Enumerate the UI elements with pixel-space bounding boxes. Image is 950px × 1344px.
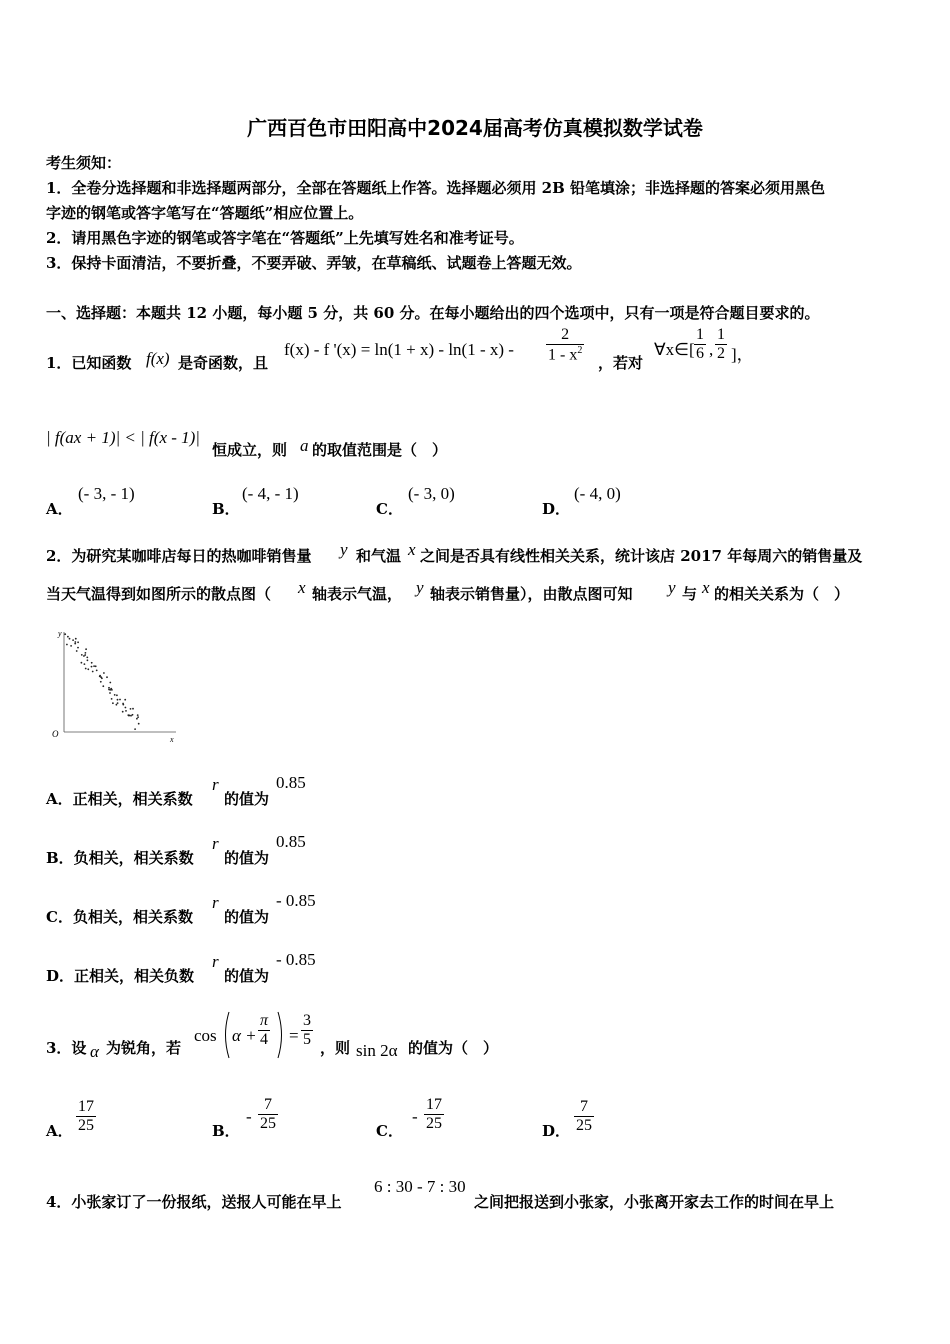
scatter-point [85, 668, 87, 670]
q1-if: ，若对 [598, 354, 644, 372]
q2-y: y [340, 540, 348, 559]
q3-b-den: 25 [260, 1114, 276, 1132]
q2-y2: y [416, 578, 424, 597]
q2-option-a-value: 0.85 [276, 773, 306, 792]
q1-option-b-label[interactable]: B． [212, 500, 240, 518]
q1-comma: , [709, 340, 714, 359]
scatter-point [111, 698, 113, 700]
q3-option-c-sign: - [412, 1107, 418, 1126]
q3-d-den: 25 [576, 1116, 592, 1134]
scatter-point [108, 687, 110, 689]
q3-three: 3 [303, 1012, 311, 1029]
scatter-point [132, 714, 134, 716]
scatter-point [64, 633, 66, 635]
scatter-point [125, 707, 127, 709]
q3-right-paren [276, 1010, 286, 1060]
page-title: 广西百色市田阳高中2024届高考仿真模拟数学试卷 [247, 116, 703, 140]
scatter-point [114, 694, 116, 696]
q3-option-a-value [76, 1098, 96, 1134]
scatter-point [116, 694, 118, 696]
q3-pi: π [260, 1012, 269, 1029]
q3-c-den: 25 [426, 1114, 442, 1132]
scatter-point [106, 676, 108, 678]
q3-option-d-value [574, 1098, 594, 1134]
scatter-point [84, 663, 86, 665]
scatter-point [130, 715, 132, 717]
scatter-point [134, 728, 136, 730]
scatter-point [103, 672, 105, 674]
q2-option-c-label[interactable]: C．负相关，相关系数 [46, 908, 193, 926]
q2-scatter-plot [48, 626, 180, 744]
scatter-point [122, 711, 124, 713]
scatter-point [74, 643, 76, 645]
scatter-point [76, 650, 78, 652]
scatter-point [85, 648, 87, 650]
scatter-point [102, 685, 104, 687]
q1-bracket: ]， [731, 345, 754, 364]
q1-r2-num: 1 [717, 326, 725, 343]
scatter-point [75, 638, 77, 640]
q1-option-c-label[interactable]: C． [376, 500, 403, 518]
q4-tail: 之间把报送到小张家，小张离开家去工作的时间在早上 [474, 1193, 835, 1211]
q3-equals: = [289, 1026, 299, 1045]
scatter-point [109, 692, 111, 694]
scatter-point [137, 714, 139, 716]
scatter-point [127, 714, 129, 716]
q1-option-c-value: (- 3, 0) [408, 484, 455, 503]
scatter-point [136, 718, 138, 720]
q3-option-b-label[interactable]: B． [212, 1122, 240, 1140]
q2-option-c-r: r [212, 893, 219, 912]
q2-option-d-value: - 0.85 [276, 950, 316, 969]
q3-five: 5 [303, 1030, 311, 1048]
scatter-point [67, 636, 69, 638]
scatter-point [125, 710, 127, 712]
scatter-point [77, 647, 79, 649]
scatter-point [93, 665, 95, 667]
q3-pi-fraction [258, 1012, 270, 1048]
q1-option-b-value: (- 4, - 1) [242, 484, 299, 503]
q1-r1-num: 1 [696, 326, 704, 343]
notice-line-1a: 1．全卷分选择题和非选择题两部分，全部在答题纸上作答。选择题必须用 2B 铅笔填涂；非选择题的答案必须用黑色 [46, 179, 826, 197]
scatter-point [72, 639, 74, 641]
q2-line2-c: 轴表示销售量），由散点图可知 [430, 585, 633, 603]
q1-equation: f(x) - f '(x) = ln(1 + x) - ln(1 - x) - [284, 340, 514, 359]
scatter-point [138, 723, 140, 725]
q3-result-fraction [301, 1012, 313, 1048]
q2-option-d-mid: 的值为 [224, 967, 270, 985]
scatter-point [85, 652, 87, 654]
scatter-point [109, 682, 111, 684]
q3-d-num: 7 [580, 1098, 588, 1115]
q1-forall: ∀x∈[ [654, 340, 695, 359]
q1-range-fraction-2 [715, 326, 727, 362]
scatter-point [70, 645, 72, 647]
scatter-point [92, 671, 94, 673]
notice-line-1b: 字迹的钢笔或答字笔写在“答题纸”相应位置上。 [46, 204, 364, 222]
q1-option-a-value: (- 3, - 1) [78, 484, 135, 503]
q2-line1-a: 2．为研究某咖啡店每日的热咖啡销售量 [46, 547, 312, 565]
q3-option-c-value [424, 1096, 444, 1132]
q1-option-a-label[interactable]: A． [46, 500, 73, 518]
q1-tail-2: 的取值范围是（ ） [312, 441, 448, 459]
scatter-point [116, 704, 118, 706]
scatter-point [100, 681, 102, 683]
scatter-point [91, 662, 93, 664]
q1-a: a [300, 436, 309, 455]
q1-fraction [546, 326, 584, 364]
q2-line2-d: 与 [682, 585, 698, 603]
q1-prefix: 1．已知函数 [46, 354, 132, 372]
scatter-point [81, 654, 83, 656]
scatter-point [130, 708, 132, 710]
q2-option-c-value: - 0.85 [276, 891, 316, 910]
q1-tail: 恒成立，则 [212, 441, 288, 459]
scatter-point [86, 657, 88, 659]
q2-option-a-label[interactable]: A．正相关，相关系数 [46, 790, 193, 808]
scatter-point [74, 641, 76, 643]
scatter-point [95, 665, 97, 667]
q1-inequality: | f(ax + 1)| < | f(x - 1)| [46, 428, 200, 447]
q2-option-b-r: r [212, 834, 219, 853]
q2-option-b-mid: 的值为 [224, 849, 270, 867]
q2-x: x [408, 540, 416, 559]
plot-y-label: y [58, 629, 62, 638]
scatter-point [100, 676, 102, 678]
scatter-point [132, 708, 134, 710]
q2-line2-a: 当天气温得到如图所示的散点图（ [46, 585, 272, 603]
q2-x2: x [298, 578, 306, 597]
q3-a-num: 17 [78, 1098, 94, 1115]
q3-c-num: 17 [426, 1096, 442, 1113]
scatter-point [66, 644, 68, 646]
notice-line-2: 2．请用黑色字迹的钢笔或答字笔在“答题纸”上先填写姓名和准考证号。 [46, 229, 524, 247]
scatter-point [137, 716, 139, 718]
q3-mid: 为锐角，若 [106, 1039, 182, 1057]
q1-range-fraction-1 [694, 326, 706, 362]
q4-time: 6 : 30 - 7 : 30 [374, 1177, 466, 1196]
notice-line-3: 3．保持卡面清洁，不要折叠，不要弄破、弄皱，在草稿纸、试题卷上答题无效。 [46, 254, 582, 272]
q1-frac-num: 2 [561, 326, 570, 343]
q3-four: 4 [260, 1030, 268, 1048]
scatter-point [117, 699, 119, 701]
scatter-point [69, 638, 71, 640]
q2-line2-e: 的相关关系为（ ） [714, 585, 850, 603]
q2-line1-c: 之间是否具有线性相关关系，统计该店 2017 年每周六的销售量及 [420, 547, 863, 565]
scatter-point [108, 689, 110, 691]
q3-tail: 的值为（ ） [408, 1039, 499, 1057]
q3-option-b-sign: - [246, 1107, 252, 1126]
section-heading: 一、选择题：本题共 12 小题，每小题 5 分，共 60 分。在每小题给出的四个选项中，只有一项是符合题目要求的。 [46, 304, 820, 322]
scatter-point [124, 699, 126, 701]
scatter-point [110, 688, 112, 690]
q1-r1-den: 6 [696, 344, 704, 362]
plot-x-label: x [170, 735, 174, 744]
q2-option-a-r: r [212, 775, 219, 794]
scatter-point [84, 654, 86, 656]
scatter-points [64, 633, 139, 730]
scatter-point [117, 702, 119, 704]
q2-option-d-label[interactable]: D．正相关，相关负数 [46, 967, 195, 985]
q3-left-paren [221, 1010, 231, 1060]
q3-alpha: α [90, 1042, 99, 1061]
scatter-point [77, 641, 79, 643]
q4-prefix: 4．小张家订了一份报纸，送报人可能在早上 [46, 1193, 342, 1211]
q1-frac-den-sup: 2 [577, 344, 583, 356]
scatter-point [87, 668, 89, 670]
q2-x3: x [702, 578, 710, 597]
q3-option-c-label[interactable]: C． [376, 1122, 403, 1140]
q1-option-d-value: (- 4, 0) [574, 484, 621, 503]
notice-heading: 考生须知： [46, 154, 122, 172]
q2-option-a-mid: 的值为 [224, 790, 270, 808]
q2-line1-b: 和气温 [356, 547, 402, 565]
plot-origin-label: O [52, 729, 59, 739]
q3-option-d-label[interactable]: D． [542, 1122, 571, 1140]
q2-option-d-r: r [212, 952, 219, 971]
q2-option-c-mid: 的值为 [224, 908, 270, 926]
q1-fx: f(x) [146, 349, 170, 368]
q2-option-b-label[interactable]: B．负相关，相关系数 [46, 849, 194, 867]
q3-option-b-value [258, 1096, 278, 1132]
scatter-point [119, 699, 121, 701]
q3-prefix: 3．设 [46, 1039, 87, 1057]
q1-frac-den: 1 - x [548, 345, 578, 363]
scatter-point [122, 704, 124, 706]
q2-option-b-value: 0.85 [276, 832, 306, 851]
scatter-point [96, 670, 98, 672]
q3-sin: sin 2α [356, 1041, 398, 1060]
scatter-point [87, 659, 89, 661]
q3-a-den: 25 [78, 1116, 94, 1134]
q3-inner: α + [232, 1026, 257, 1045]
q3-then: ，则 [320, 1039, 351, 1057]
q1-r2-den: 2 [717, 344, 725, 362]
q1-mid: 是奇函数，且 [178, 354, 269, 372]
q3-cos: cos [194, 1026, 217, 1045]
q2-line2-b: 轴表示气温， [312, 585, 403, 603]
q2-y3: y [668, 578, 676, 597]
scatter-point [91, 666, 93, 668]
q3-option-a-label[interactable]: A． [46, 1122, 73, 1140]
scatter-point [81, 662, 83, 664]
q3-b-num: 7 [264, 1096, 272, 1113]
q1-option-d-label[interactable]: D． [542, 500, 571, 518]
scatter-point [112, 702, 114, 704]
